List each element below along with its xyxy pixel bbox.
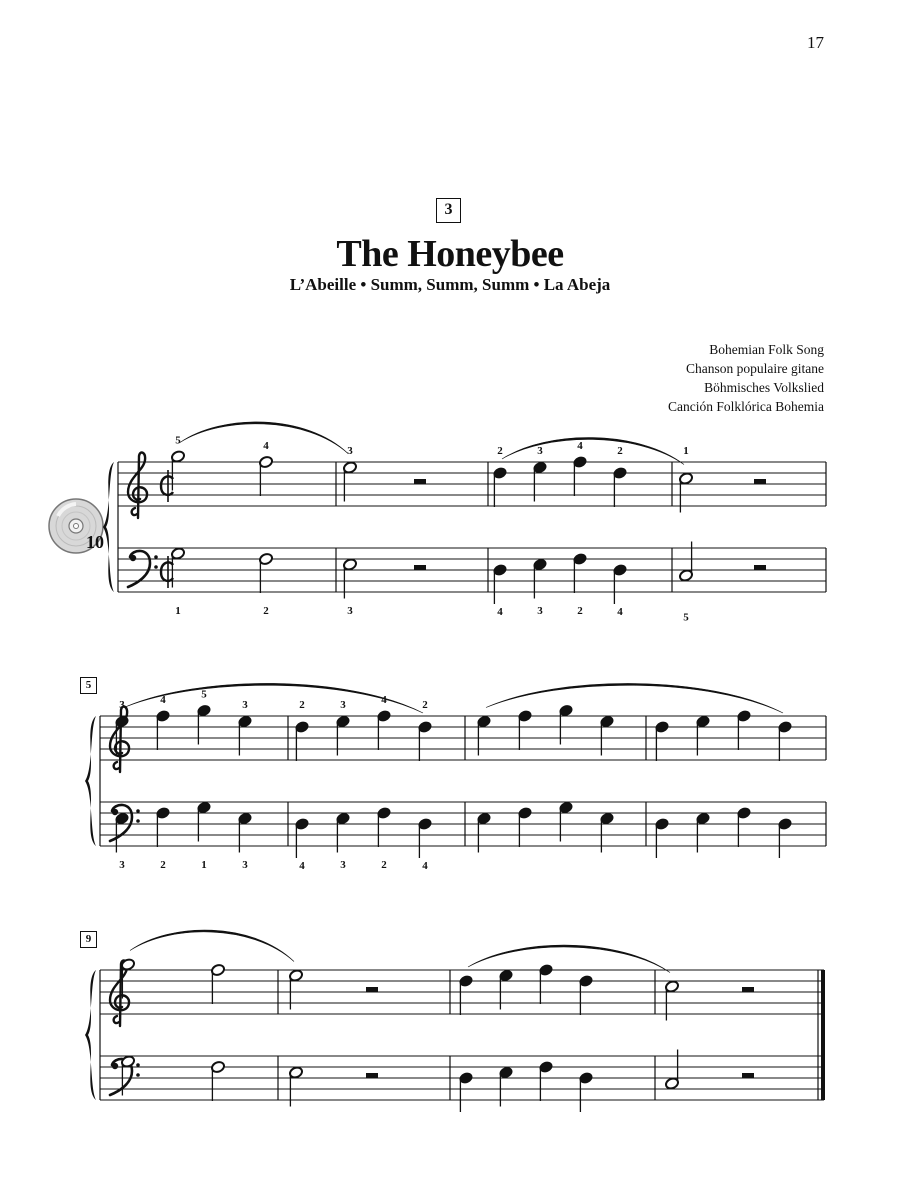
bass-clef-dot <box>136 1063 140 1067</box>
fingering-number: 2 <box>617 445 623 457</box>
bass-clef-dot <box>136 809 140 813</box>
bass-clef-head <box>112 1063 118 1069</box>
slur <box>124 683 423 713</box>
grand-staff-brace <box>103 462 114 592</box>
fingering-number: 2 <box>422 699 428 711</box>
half-rest <box>742 1073 754 1078</box>
bass-clef-dot <box>136 1073 140 1077</box>
fingering-number: 5 <box>683 611 689 624</box>
fingering-number: 5 <box>175 434 181 447</box>
fingering-number: 3 <box>347 605 353 617</box>
fingering-number: 4 <box>577 440 583 452</box>
fingering-number: 5 <box>201 688 207 701</box>
grand-staff-brace <box>85 716 96 846</box>
bass-clef-dot <box>154 555 158 559</box>
fingering-number: 3 <box>119 699 125 711</box>
fingering-number: 3 <box>242 859 248 871</box>
piece-subtitle: L’Abeille • Summ, Summ, Summ • La Abeja <box>289 275 611 294</box>
page-number: 17 <box>807 33 824 52</box>
half-rest <box>754 565 766 570</box>
slur <box>468 945 670 972</box>
half-rest <box>366 1073 378 1078</box>
fingering-number: 4 <box>160 694 166 706</box>
bass-clef-head <box>130 555 136 561</box>
fingering-number: 2 <box>577 605 583 617</box>
fingering-number: 3 <box>347 445 353 457</box>
fingering-number: 3 <box>537 605 543 617</box>
fingering-number: 2 <box>263 605 269 617</box>
fingering-number: 3 <box>537 445 543 457</box>
fingering-number: 3 <box>340 699 346 711</box>
fingering-number: 2 <box>497 445 503 457</box>
fingering-number: 4 <box>497 606 503 618</box>
half-rest <box>366 987 378 992</box>
fingering-number: 1 <box>175 605 181 617</box>
cut-time <box>161 562 173 581</box>
bass-clef-head <box>112 809 118 815</box>
fingering-number: 1 <box>683 445 689 457</box>
grand-staff-brace <box>85 970 96 1100</box>
credit-line: Böhmisches Volkslied <box>704 380 824 395</box>
final-barline-thick <box>821 970 825 1100</box>
half-rest <box>414 565 426 570</box>
measure-number-box: 9 <box>80 931 97 948</box>
fingering-number: 4 <box>381 694 387 706</box>
fingering-number: 3 <box>119 859 125 871</box>
credit-line: Bohemian Folk Song <box>709 342 824 357</box>
fingering-number: 2 <box>160 859 166 871</box>
piece-number-box: 3 <box>436 198 461 223</box>
fingering-number: 1 <box>201 859 207 871</box>
fingering-number: 2 <box>381 859 387 871</box>
bass-clef-dot <box>136 819 140 823</box>
fingering-number: 2 <box>299 699 305 711</box>
credit-line: Chanson populaire gitane <box>686 361 824 376</box>
fingering-number: 3 <box>340 859 346 871</box>
slur <box>130 930 294 961</box>
fingering-number: 4 <box>422 860 428 872</box>
bass-clef-dot <box>154 565 158 569</box>
half-rest <box>742 987 754 992</box>
cut-time <box>161 476 173 495</box>
slur <box>502 438 684 465</box>
half-rest <box>754 479 766 484</box>
fingering-number: 3 <box>242 699 248 711</box>
half-rest <box>414 479 426 484</box>
piece-title: The Honeybee <box>336 233 564 275</box>
fingering-number: 4 <box>617 606 623 618</box>
slur <box>486 683 783 713</box>
fingering-number: 4 <box>263 440 269 452</box>
cd-track-number: 10 <box>86 532 104 552</box>
fingering-number: 4 <box>299 860 305 872</box>
credit-line: Canción Folklórica Bohemia <box>668 399 824 414</box>
measure-number-box: 5 <box>80 677 97 694</box>
